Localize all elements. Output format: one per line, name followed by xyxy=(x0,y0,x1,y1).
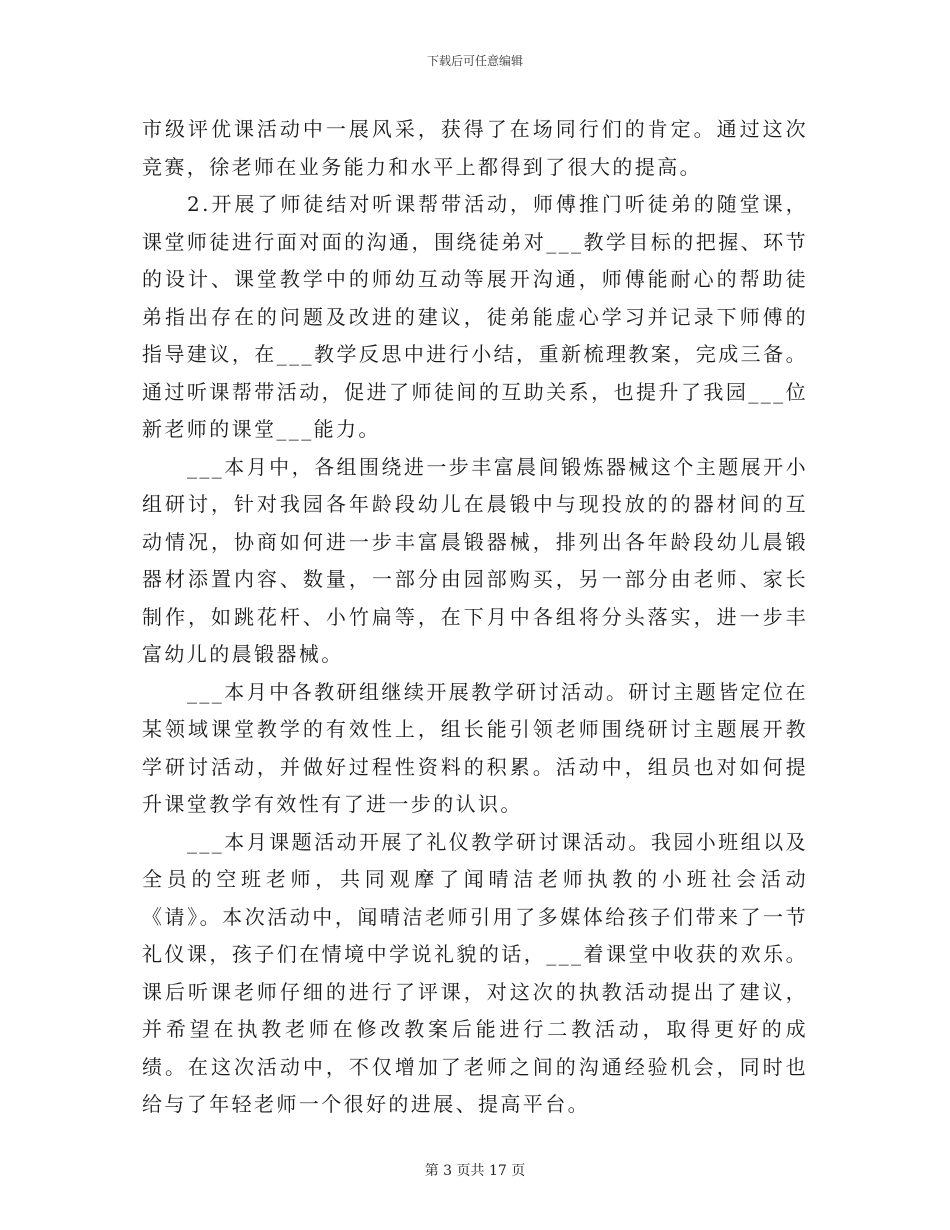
paragraph-teaching-research: ___本月中各教研组继续开展教学研讨活动。研讨主题皆定位在某领域课堂教学的有效性上，组长能引领老师围绕研讨主题展开教学研讨活动，并做好过程性资料的积累。活动中，组员也对如何提升课堂教学有效性有了进一步的认识。 xyxy=(142,679,808,816)
paragraph-etiquette-lesson: ___本月课题活动开展了礼仪教学研讨课活动。我园小班组以及全员的空班老师，共同观摩了闻晴洁老师执教的小班社会活动《请》。本次活动中，闻晴洁老师引用了多媒体给孩子们带来了一节礼仪课，孩子们在情境中学说礼貌的话，___着课堂中收获的欢乐。课后听课老师仔细的进行了评课，对这次的执教活动提出了建议，并希望在执教老师在修改教案后能进行二教活动，取得更好的成绩。在这次活动中，不仅增加了老师之间的沟通经验机会，同时也给与了年轻老师一个很好的进展、提高平台。 xyxy=(142,829,808,1116)
paragraph-continuation: 市级评优课活动中一展风采，获得了在场同行们的肯定。通过这次竞赛，徐老师在业务能力和水平上都得到了很大的提高。 xyxy=(142,117,808,179)
paragraph-morning-exercise: ___本月中，各组围绕进一步丰富晨间锻炼器械这个主题展开小组研讨，针对我园各年龄段幼儿在晨锻中与现投放的的器材间的互动情况，协商如何进一步丰富晨锻器械，排列出各年龄段幼儿晨锻器材添置内容、数量，一部分由园部购买，另一部分由老师、家长制作，如跳花杆、小竹扁等，在下月中各组将分头落实，进一步丰富幼儿的晨锻器械。 xyxy=(142,454,808,666)
document-body xyxy=(142,111,808,1124)
page-header: 下载后可任意编辑 xyxy=(426,54,523,68)
paragraph-mentoring: 2.开展了师徒结对听课帮带活动，师傅推门听徒弟的随堂课，课堂师徒进行面对面的沟通，围绕徒弟对___教学目标的把握、环节的设计、课堂教学中的师幼互动等展开沟通，师傅能耐心的帮助徒弟指出存在的问题及改进的建议，徒弟能虚心学习并记录下师傅的指导建议，在___教学反思中进行小结，重新梳理教案，完成三备。通过听课帮带活动，促进了师徒间的互助关系，也提升了我园___位新老师的课堂___能力。 xyxy=(142,192,808,441)
page-number: 第 3 页共 17 页 xyxy=(424,1163,526,1179)
